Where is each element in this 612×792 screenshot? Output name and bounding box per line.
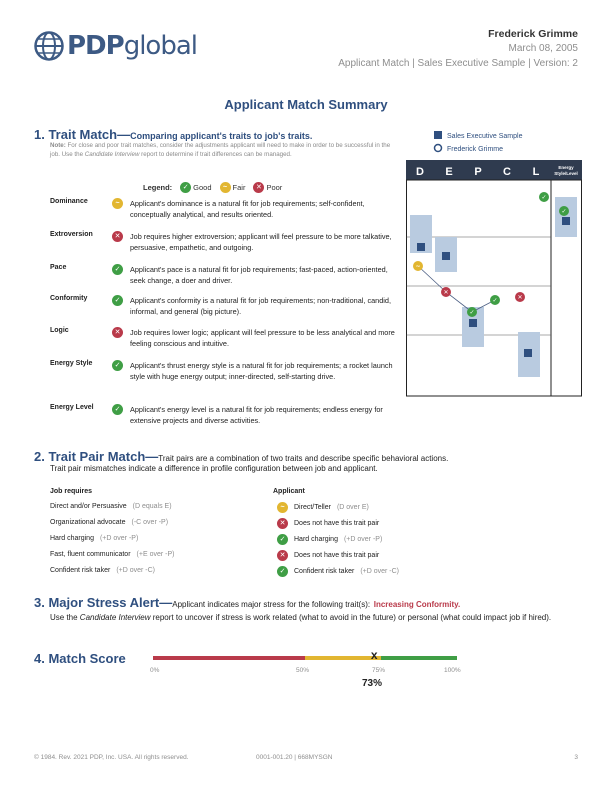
legend-fair-label: Fair — [232, 183, 246, 192]
note-text-post: report to determine if trait differences can be managed. — [139, 150, 292, 158]
job-pair-note: (+E over -P) — [136, 551, 175, 558]
x-icon: ✕ — [253, 182, 264, 193]
footer-code: 0001-001.20 | 668MYSGN — [256, 754, 333, 761]
trait-name: Pace — [50, 264, 67, 271]
stress-dash: — — [159, 595, 173, 610]
trait-description: Applicant's thrust energy style is a natural fit for job requirements; a rocket launch style with huge energy output; inner-directed, self-starting drive. — [130, 361, 393, 381]
trait-pair-applicant — [277, 566, 399, 577]
job-marker-p — [469, 319, 477, 327]
legend-poor — [253, 182, 282, 193]
profile-chart — [406, 127, 582, 397]
report-date: March 08, 2005 — [508, 43, 578, 54]
trait-name: Dominance — [50, 198, 88, 205]
applicant-pair-note: (D over E) — [336, 504, 369, 511]
trait-pair-job — [50, 503, 172, 510]
report-subtitle: Applicant Match | Sales Executive Sample | Version: 2 — [338, 58, 578, 69]
stress-title: 3. Major Stress Alert — [34, 595, 160, 610]
job-pair: Direct and/or Persuasive — [50, 503, 127, 510]
x-icon: ✕ — [443, 289, 449, 296]
job-pair: Confident risk taker — [50, 567, 111, 574]
col-label-d: D — [416, 166, 424, 178]
check-icon: ✓ — [492, 297, 498, 304]
score-tick-0: 0% — [150, 667, 160, 674]
x-icon: ✕ — [517, 294, 523, 301]
fair-tilde-icon: ~ — [220, 182, 231, 193]
job-pair: Organizational advocate — [50, 519, 126, 526]
trait-pair-job — [50, 519, 168, 526]
applicant-pair: Confident risk taker — [294, 568, 355, 575]
logo-text-global: global — [123, 31, 197, 61]
trait-pair-job — [50, 567, 155, 574]
legend-applicant-swatch — [435, 145, 442, 152]
job-marker-energy — [562, 217, 570, 225]
col-label-energy: Energy — [558, 165, 574, 170]
chart-header — [406, 160, 582, 180]
stress-alert-trait: Increasing Conformity. — [373, 600, 461, 609]
page-title: Applicant Match Summary — [224, 97, 388, 112]
note-prefix: Note: — [50, 142, 66, 149]
x-icon: ✕ — [277, 518, 288, 529]
check-icon: ✓ — [277, 534, 288, 545]
x-icon: ✕ — [112, 327, 123, 338]
check-icon: ✓ — [180, 182, 191, 193]
score-tick-75: 75% — [372, 667, 386, 674]
col-label-c: C — [503, 166, 511, 178]
trait-description: Applicant's dominance is a natural fit for job requirements; self-confident, conceptually analytical, and results oriented. — [130, 199, 365, 219]
check-icon: ✓ — [112, 264, 123, 275]
trait-name: Energy Level — [50, 404, 94, 411]
check-icon: ✓ — [112, 404, 123, 415]
col-label-l: L — [532, 166, 540, 178]
match-score-heading: 4. Match Score — [34, 651, 126, 666]
job-marker-d — [417, 243, 425, 251]
check-icon: ✓ — [541, 194, 547, 201]
legend-fair — [220, 182, 246, 193]
trait-description: Job requires higher extroversion; applicant will feel pressure to be more talkative, persuasive, empathetic, and outgoing. — [130, 232, 392, 252]
score-value: 73% — [362, 678, 383, 689]
col-label-e: E — [445, 166, 453, 178]
logo-text-pdp: PDP — [67, 31, 124, 61]
legend-good-label: Good — [193, 183, 212, 192]
trait-pair-applicant — [277, 502, 369, 513]
fair-tilde-icon: ~ — [112, 198, 123, 209]
job-pair-note: (D equals E) — [132, 503, 172, 510]
score-bar-fair — [305, 656, 381, 660]
pdp-global-logo — [34, 30, 197, 62]
col-header-applicant: Applicant — [273, 488, 305, 495]
trait-match-heading — [34, 127, 312, 142]
job-pair-note: (-C over -P) — [131, 519, 169, 526]
trait-match-note — [50, 142, 400, 159]
trait-pair-description: Trait pair mismatches indicate a difference in profile configuration between job and applicant. — [50, 464, 378, 473]
check-icon: ✓ — [469, 309, 475, 316]
job-pair: Fast, fluent communicator — [50, 551, 131, 558]
trait-description: Applicant's pace is a natural fit for job requirements; fast-paced, action-oriented, seek change, a doer and driver. — [130, 265, 388, 285]
trait-match-subheading: Comparing applicant's traits to job's traits. — [130, 131, 313, 141]
job-pair-note: (+D over -C) — [116, 567, 156, 574]
stress-body-pre: Use the — [50, 613, 80, 622]
trait-pair-job — [50, 551, 174, 558]
trait-description: Job requires lower logic; applicant will feel pressure to be less analytical and more feeling conscious and intuitive. — [130, 328, 395, 348]
legend-job-label: Sales Executive Sample — [447, 133, 523, 140]
trait-pair-applicant — [277, 518, 379, 529]
applicant-pair-note: (+D over -C) — [360, 568, 400, 575]
applicant-name: Frederick Grimme — [488, 28, 578, 40]
score-tick-100: 100% — [444, 667, 461, 674]
applicant-pair: Does not have this trait pair — [294, 552, 380, 559]
col-label-energy-sub: Style/Level — [554, 171, 578, 176]
col-header-job: Job requires — [50, 488, 93, 495]
trait-name: Logic — [50, 327, 69, 334]
applicant-line — [418, 266, 498, 312]
check-icon: ✓ — [561, 208, 567, 215]
trait-match-title: 1. Trait Match — [34, 127, 118, 142]
score-bar-poor — [153, 656, 305, 660]
score-bar-good — [381, 656, 457, 660]
job-marker-e — [442, 252, 450, 260]
legend-job-swatch — [434, 131, 442, 139]
x-icon: ✕ — [277, 550, 288, 561]
job-pair: Hard charging — [50, 535, 94, 542]
trait-pair-applicant — [277, 550, 379, 561]
stress-body-italic: Candidate Interview — [79, 613, 151, 622]
applicant-pair: Hard charging — [294, 536, 338, 543]
check-icon: ✓ — [112, 295, 123, 306]
applicant-pair-note: (+D over -P) — [343, 536, 383, 543]
rating-legend — [143, 182, 282, 193]
score-tick-50: 50% — [296, 667, 310, 674]
applicant-pair: Does not have this trait pair — [294, 520, 380, 527]
trait-name: Conformity — [50, 295, 88, 302]
trait-pair-subheading: Trait pairs are a combination of two traits and describe specific behavioral actions. — [158, 454, 449, 463]
trait-pair-applicant — [277, 534, 382, 545]
page-number: 3 — [574, 754, 578, 761]
legend-applicant-label: Frederick Grimme — [447, 146, 504, 153]
check-icon: ✓ — [112, 360, 123, 371]
score-marker: x — [370, 648, 378, 662]
check-icon: ✓ — [277, 566, 288, 577]
stress-body-post: report to uncover if stress is work related (what to avoid in the future) or personal (what could impact job if hired). — [150, 613, 552, 622]
note-text-italic: Candidate Interview — [84, 150, 140, 158]
trait-name: Extroversion — [50, 231, 93, 238]
trait-pair-job — [50, 535, 138, 542]
legend-good — [180, 182, 211, 193]
fair-tilde-icon: ~ — [277, 502, 288, 513]
stress-subheading: Applicant indicates major stress for the following trait(s): — [172, 600, 371, 609]
applicant-pair: Direct/Teller — [294, 504, 331, 511]
job-marker-l — [524, 349, 532, 357]
job-pair-note: (+D over -P) — [99, 535, 139, 542]
trait-match-dash: — — [117, 127, 131, 142]
legend-poor-label: Poor — [266, 183, 283, 192]
trait-description: Applicant's conformity is a natural fit for job requirements; non-traditional, candid, informal, and general (big picture). — [130, 296, 391, 316]
stress-heading — [34, 595, 460, 610]
footer-copyright: © 1984. Rev. 2021 PDP, Inc. USA. All rights reserved. — [34, 754, 189, 761]
col-label-p: P — [474, 166, 482, 178]
fair-tilde-icon: ~ — [415, 263, 421, 270]
trait-name: Energy Style — [50, 360, 93, 367]
trait-pair-dash: — — [145, 449, 159, 464]
stress-body — [50, 612, 590, 624]
trait-pair-title: 2. Trait Pair Match — [34, 449, 146, 464]
legend-label: Legend: — [143, 183, 173, 192]
trait-pair-heading — [34, 449, 448, 464]
trait-description: Applicant's energy level is a natural fit for job requirements; endless energy for extensive projects and diverse activities. — [130, 405, 383, 425]
note-text-pre: For close and poor trait matches, consider the adjustments applicant will need to make in order to be successful in the job. Use the — [50, 142, 391, 158]
x-icon: ✕ — [112, 231, 123, 242]
globe-icon — [34, 31, 64, 61]
